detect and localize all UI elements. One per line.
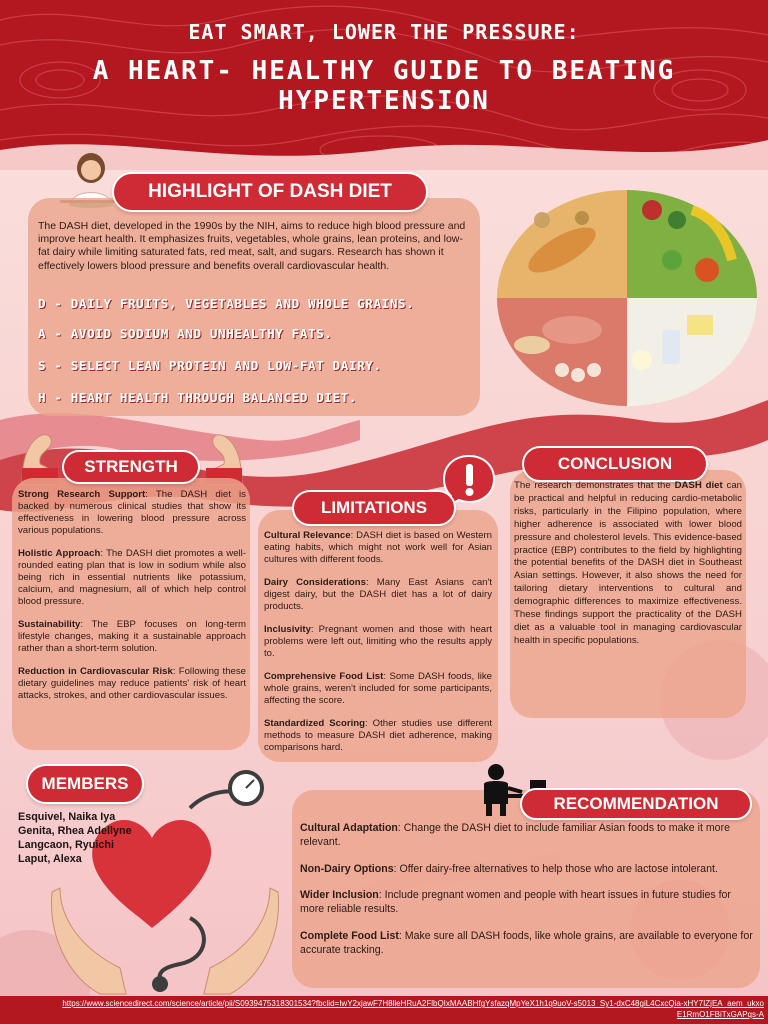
strength-item xyxy=(18,489,246,537)
recommendation-term: Cultural Adaptation xyxy=(300,822,398,834)
dash-heading: HIGHLIGHT OF DASH DIET xyxy=(112,172,428,212)
recommendation-desc: : Offer dairy-free alternatives to help those who are lactose intolerant. xyxy=(393,862,718,875)
recommendation-term: Non-Dairy Options xyxy=(300,862,394,875)
limitation-desc: : Pregnant women and those with heart problems were left out, limiting who the results apply to. xyxy=(264,624,492,659)
dash-item-d: D - DAILY FRUITS, VEGETABLES AND WHOLE GRAINS. xyxy=(38,296,415,311)
strength-desc: : The DASH diet promotes a well-rounded eating plan that is low in sodium while also being rich in essential nutrients like potassium, calcium, and magnesium, all of which help control blood pressure. xyxy=(18,548,247,607)
members-list xyxy=(18,810,178,866)
recommendation-list xyxy=(300,822,756,971)
recommendation-desc: : Make sure all DASH foods, like whole grains, are available to everyone for accurate tracking. xyxy=(300,929,753,956)
strength-item xyxy=(18,666,246,702)
limitation-item xyxy=(264,624,492,660)
limitation-item xyxy=(264,718,492,754)
limitation-term: Dairy Considerations xyxy=(264,577,366,588)
header-banner xyxy=(0,0,768,170)
limitation-term: Cultural Relevance xyxy=(264,530,351,541)
strength-term: Sustainability xyxy=(18,619,81,630)
recommendation-term: Complete Food List xyxy=(300,929,399,942)
limitation-term: Comprehensive Food List xyxy=(264,671,384,682)
recommendation-item xyxy=(300,930,756,958)
dash-intro-text: The DASH diet, developed in the 1990s by the NIH, aims to reduce high blood pressure and improve heart health. It emphasizes fruits, vegetables, whole grains, lean proteins, and low-fat dairy while limiting saturated fats, red meat, salt, and sugars. Research has shown it effectively lowers blood pressure and benefits overall cardiovascular health. xyxy=(38,220,466,272)
strength-term: Reduction in Cardiovascular Risk xyxy=(18,666,173,677)
limitation-item xyxy=(264,530,492,566)
dash-item-h: H - HEART HEALTH THROUGH BALANCED DIET. xyxy=(38,390,358,405)
strength-term: Holistic Approach xyxy=(18,548,101,559)
limitation-desc: : DASH diet is based on Western eating habits, which might not work well for Asian cultures with different foods. xyxy=(264,530,492,565)
recommendation-item xyxy=(300,822,756,850)
member-name: Esquivel, Naika Iya xyxy=(18,811,116,823)
poster-title: A HEART- HEALTHY GUIDE TO BEATING HYPERTENSION xyxy=(92,56,676,116)
limitation-term: Standardized Scoring xyxy=(264,718,365,729)
recommendation-item xyxy=(300,863,756,877)
limitation-desc: : Many East Asians can't digest dairy, but the DASH diet has a lot of dairy products. xyxy=(264,577,492,612)
member-name: Genita, Rhea Adellyne xyxy=(18,825,132,837)
strength-item xyxy=(18,619,246,655)
conclusion-heading: CONCLUSION xyxy=(522,446,708,482)
limitation-term: Inclusivity xyxy=(264,624,311,635)
limitation-item xyxy=(264,671,492,707)
poster-supertitle: EAT SMART, LOWER THE PRESSURE: xyxy=(188,20,580,44)
members-heading: MEMBERS xyxy=(26,764,144,804)
recommendation-desc: : Include pregnant women and people with heart issues in future studies for more reliable results. xyxy=(300,889,731,916)
conclusion-lead: The research demonstrates that the xyxy=(514,480,675,491)
limitation-desc: : Some DASH foods, like whole grains, weren't included for some participants, affecting the score. xyxy=(264,671,492,706)
conclusion-term: DASH diet xyxy=(674,480,723,491)
recommendation-desc: : Change the DASH diet to include familiar Asian foods to make it more relevant. xyxy=(300,822,730,848)
limitation-item xyxy=(264,577,492,613)
member-name: Laput, Alexa xyxy=(18,853,82,865)
strength-list xyxy=(18,489,246,713)
source-link[interactable]: https://www.sciencedirect.com/science/article/pii/S0939475318301534?fbclid=IwY2xjawF7H8lleHRuA2FlbQIxMAABHfgYsfazqMpYeX1h1q9uoV-s5013_Sy1-dxC48giL4CxcQia-xHY7IZjEA_aem_ukxoE1RmO1FBiTxGAPqs-A xyxy=(62,999,764,1019)
strength-desc: : The EBP focuses on long-term lifestyle changes, making it a sustainable approach rather than a short-term solution. xyxy=(18,619,246,654)
dash-item-s: S - SELECT LEAN PROTEIN AND LOW-FAT DAIRY. xyxy=(38,358,382,373)
food-wheel-image xyxy=(492,180,762,410)
recommendation-item xyxy=(300,889,756,917)
recommendation-heading: RECOMMENDATION xyxy=(520,788,752,820)
strength-desc: : Following these dietary guidelines may reduce patients' risk of heart attacks, strokes, and other cardiovascular issues. xyxy=(18,666,246,701)
conclusion-paragraph xyxy=(514,480,742,648)
strength-desc: : The DASH diet is backed by numerous clinical studies that show its effectiveness in lowering blood pressure across various populations. xyxy=(18,489,246,536)
conclusion-rest: can be practical and helpful in reducing cardio-metabolic risks, particularly in the Filipino population, where higher adherence is associated with lower blood pressure and cholesterol levels. This evidence-based practice (EBP) contributes to the field by highlighting the potential benefits of the DASH diet in Southeast Asian settings. However, it also shows the need for tailoring dietary interventions to cultural and demographic differences to maximize effectiveness. These findings support the practicality of the DASH diet as a valuable tool in managing cardiovascular health in specific populations. xyxy=(514,480,742,646)
dash-item-a: A - AVOID SODIUM AND UNHEALTHY FATS. xyxy=(38,326,333,341)
limitation-desc: : Other studies use different methods to measure DASH diet adherence, making comparisons hard. xyxy=(264,718,492,753)
strength-term: Strong Research Support xyxy=(18,489,146,500)
member-name: Langcaon, Ryuichi xyxy=(18,839,114,851)
conclusion-body xyxy=(514,480,742,659)
recommendation-term: Wider Inclusion xyxy=(300,889,379,902)
strength-heading: STRENGTH xyxy=(62,450,200,484)
strength-item xyxy=(18,548,246,608)
limitations-heading: LIMITATIONS xyxy=(292,490,456,526)
limitations-list xyxy=(264,530,492,765)
